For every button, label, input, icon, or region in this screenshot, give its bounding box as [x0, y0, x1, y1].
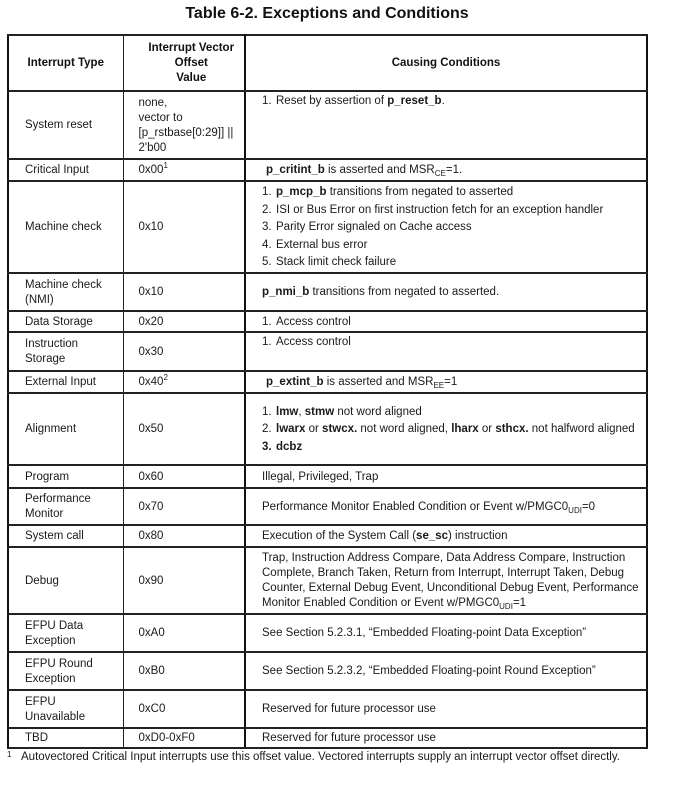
vector-offset-cell: [123, 159, 245, 181]
exceptions-table: [7, 34, 648, 749]
item-number: 1.: [262, 95, 272, 107]
footnote: [7, 750, 627, 765]
table-row: [8, 652, 647, 690]
vector-offset-cell: [123, 371, 245, 393]
footnote-text: Autovectored Critical Input interrupts use this offset value. Vectored interrupts supply an interrupt vector offset directly.: [21, 751, 620, 763]
table-row: [8, 614, 647, 652]
instruction-name: sthcx.: [495, 423, 529, 435]
table-row: [8, 728, 647, 748]
interrupt-type-cell: External Input: [8, 371, 123, 393]
interrupt-type-cell: Debug: [8, 547, 123, 614]
condition-text: =1: [444, 376, 458, 388]
conditions-list: [262, 405, 640, 455]
conditions-list: [262, 335, 640, 350]
conditions-cell: [245, 393, 647, 465]
vector-offset-cell: 0xA0: [123, 614, 245, 652]
conditions-cell: [245, 159, 647, 181]
condition-item: [262, 335, 640, 350]
vector-offset-cell: 0x20: [123, 311, 245, 332]
conditions-cell: [245, 332, 647, 371]
condition-text: is asserted and MSR: [323, 376, 434, 388]
table-row: [8, 393, 647, 465]
condition-text: Reset by assertion of: [276, 95, 388, 107]
conditions-cell: Illegal, Privileged, Trap: [245, 465, 647, 488]
interrupt-type-cell: Machine check: [8, 181, 123, 273]
interrupt-type-cell: Data Storage: [8, 311, 123, 332]
condition-text: ,: [298, 405, 305, 418]
header-vector-offset-line1: Interrupt Vector: [148, 41, 235, 54]
interrupt-type-cell: System reset: [8, 91, 123, 159]
vector-offset-cell: 0xD0-0xF0: [123, 728, 245, 748]
table-row: [8, 547, 647, 614]
item-number: 1.: [262, 336, 272, 348]
condition-text: Execution of the System Call (: [262, 530, 417, 542]
instruction-name: se_sc: [416, 530, 449, 542]
condition-item: [262, 220, 640, 235]
conditions-list: [262, 315, 640, 330]
subscript: UDI: [499, 602, 513, 611]
condition-text: Trap, Instruction Address Compare, Data Address Compare, Instruction Complete, Branch Taken, Return from Interrupt, Interrupt Taken, Debug Counter, External Debug Event, Unconditional Debug Event, Performance Monitor Enabled Condition or Event w/PMGC0: [262, 552, 639, 609]
condition-text: .: [441, 95, 445, 107]
offset-line: 2'b00: [138, 141, 167, 154]
condition-text: Parity Error signaled on Cache access: [276, 221, 472, 233]
condition-text: Performance Monitor Enabled Condition or Event w/PMGC0: [262, 500, 569, 513]
condition-item: [262, 238, 640, 253]
footnote-ref: 1: [163, 161, 168, 170]
table-row: [8, 465, 647, 488]
vector-offset-cell: 0x50: [123, 393, 245, 465]
item-number: 1.: [262, 315, 272, 328]
conditions-cell: [245, 311, 647, 332]
footnote-mark: 1: [7, 750, 12, 759]
table-row: [8, 690, 647, 728]
condition-text: =0: [581, 500, 596, 513]
vector-offset-cell: 0x70: [123, 488, 245, 525]
signal-name: p_nmi_b: [262, 286, 310, 298]
conditions-cell: [245, 371, 647, 393]
conditions-cell: Reserved for future processor use: [245, 690, 647, 728]
header-vector-offset-line3: Value: [176, 71, 207, 84]
condition-text: transitions from negated to asserted.: [309, 286, 500, 298]
condition-item: [262, 203, 640, 218]
interrupt-type-cell: Program: [8, 465, 123, 488]
conditions-cell: [245, 525, 647, 547]
interrupt-type-cell: EFPU Round Exception: [8, 652, 123, 690]
condition-item: [262, 405, 640, 420]
vector-offset-cell: 0x80: [123, 525, 245, 547]
table-row: [8, 91, 647, 159]
condition-item: [262, 94, 640, 109]
interrupt-type-cell: EFPU Unavailable: [8, 690, 123, 728]
instruction-name: lharx: [451, 423, 479, 435]
condition-text: Access control: [276, 336, 351, 348]
condition-text: =1.: [445, 164, 463, 176]
subscript: EE: [433, 381, 445, 390]
conditions-cell: See Section 5.2.3.2, “Embedded Floating-point Round Exception”: [245, 652, 647, 690]
header-vector-offset: [123, 35, 245, 91]
item-number: 4.: [262, 238, 272, 251]
table-title: Table 6-2. Exceptions and Conditions: [185, 5, 469, 22]
vector-offset-cell: 0x10: [123, 181, 245, 273]
condition-text: External bus error: [276, 238, 368, 251]
condition-text: Access control: [276, 315, 351, 328]
signal-name: p_reset_b: [387, 95, 442, 107]
item-number: 2.: [262, 423, 272, 435]
instruction-name: stwcx.: [322, 423, 358, 435]
subscript: CE: [434, 169, 446, 178]
table-row: [8, 181, 647, 273]
offset-line: none,: [138, 96, 168, 109]
footnote-ref: 2: [163, 373, 168, 382]
condition-item: [262, 422, 640, 437]
interrupt-type-cell: Alignment: [8, 393, 123, 465]
vector-offset-cell: [123, 91, 245, 159]
item-number: 5.: [262, 256, 272, 268]
conditions-cell: [245, 488, 647, 525]
signal-name: p_critint_b: [266, 164, 325, 176]
table-row: [8, 488, 647, 525]
offset-line: vector to: [138, 111, 183, 124]
item-number: 2.: [262, 203, 272, 216]
condition-text: not word aligned: [334, 405, 422, 418]
interrupt-type-cell: Performance Monitor: [8, 488, 123, 525]
offset-line: [p_rstbase[0:29]] ||: [138, 126, 234, 139]
vector-offset-cell: 0x90: [123, 547, 245, 614]
conditions-cell: Reserved for future processor use: [245, 728, 647, 748]
condition-text: not word aligned,: [357, 423, 452, 435]
vector-offset-cell: 0x10: [123, 273, 245, 311]
table-header-row: [8, 35, 647, 91]
condition-text: ISI or Bus Error on first instruction fetch for an exception handler: [276, 203, 604, 216]
table-row: [8, 159, 647, 181]
condition-item: [262, 255, 640, 270]
table-row: [8, 273, 647, 311]
instruction-name: lmw: [276, 405, 299, 418]
table-row: [8, 311, 647, 332]
condition-text: or: [305, 423, 323, 435]
offset-value: 0x00: [138, 164, 164, 176]
header-causing-conditions: Causing Conditions: [245, 35, 647, 91]
condition-text: not halfword aligned: [528, 423, 635, 435]
interrupt-type-cell: Instruction Storage: [8, 332, 123, 371]
condition-text: or: [478, 423, 496, 435]
item-number: 3.: [262, 440, 272, 453]
vector-offset-cell: 0x60: [123, 465, 245, 488]
subscript: UDI: [568, 505, 582, 515]
condition-text: ) instruction: [448, 530, 508, 542]
condition-text: transitions from negated to asserted: [326, 186, 514, 198]
item-number: 1.: [262, 186, 272, 198]
condition-text: Stack limit check failure: [276, 256, 397, 268]
instruction-name: stmw: [304, 405, 335, 418]
interrupt-type-cell: System call: [8, 525, 123, 547]
table-row: [8, 371, 647, 393]
instruction-name: dcbz: [276, 440, 303, 453]
conditions-list: [262, 185, 640, 270]
header-vector-offset-line2: Offset: [174, 56, 208, 69]
condition-text: is asserted and MSR: [324, 164, 435, 176]
conditions-cell: [245, 91, 647, 159]
condition-item: [262, 440, 640, 455]
interrupt-type-cell: Machine check (NMI): [8, 273, 123, 311]
header-interrupt-type: Interrupt Type: [8, 35, 123, 91]
table-row: [8, 332, 647, 371]
interrupt-type-cell: Critical Input: [8, 159, 123, 181]
conditions-list: [262, 94, 640, 109]
item-number: 3.: [262, 221, 272, 233]
vector-offset-cell: 0xB0: [123, 652, 245, 690]
conditions-cell: See Section 5.2.3.1, “Embedded Floating-point Data Exception”: [245, 614, 647, 652]
condition-text: =1: [512, 597, 527, 609]
signal-name: p_mcp_b: [276, 186, 327, 198]
offset-value: 0x40: [138, 376, 164, 388]
instruction-name: lwarx: [276, 423, 306, 435]
table-row: [8, 525, 647, 547]
conditions-cell: [245, 181, 647, 273]
condition-item: [262, 315, 640, 330]
conditions-cell: [245, 273, 647, 311]
vector-offset-cell: 0xC0: [123, 690, 245, 728]
signal-name: p_extint_b: [266, 376, 324, 388]
interrupt-type-cell: TBD: [8, 728, 123, 748]
conditions-cell: [245, 547, 647, 614]
item-number: 1.: [262, 405, 272, 418]
vector-offset-cell: 0x30: [123, 332, 245, 371]
interrupt-type-cell: EFPU Data Exception: [8, 614, 123, 652]
condition-item: [262, 185, 640, 200]
